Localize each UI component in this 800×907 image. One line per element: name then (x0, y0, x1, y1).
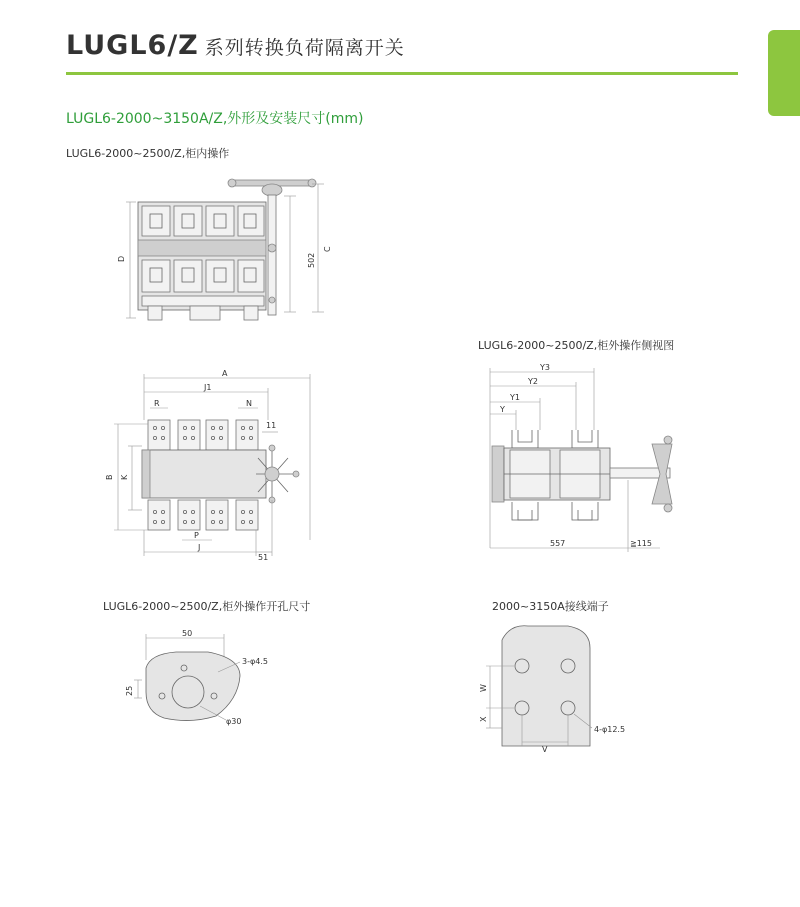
fig-inner-operation (117, 179, 332, 320)
dim-k: K (120, 474, 129, 480)
page-title: LUGL6/Z (66, 30, 199, 61)
dim-557: 557 (550, 539, 566, 548)
section-title: LUGL6-2000~3150A/Z,外形及安装尺寸(mm) (66, 111, 364, 127)
dim-50: 50 (182, 629, 193, 638)
caption-outer-cutout: LUGL6-2000~2500/Z,柜外操作开孔尺寸 (103, 600, 311, 613)
dim-p: P (194, 531, 199, 540)
dim-x: X (479, 716, 488, 722)
dim-c: C (323, 246, 332, 252)
terminal-plate (502, 626, 590, 746)
dim-j1: J1 (204, 383, 212, 392)
top-body (142, 450, 266, 498)
dim-115: ≧115 (630, 539, 652, 548)
dim-j: J (198, 543, 201, 552)
dim-y3: Y3 (540, 363, 550, 372)
dim-d: D (117, 255, 126, 262)
dim-r: R (154, 399, 160, 408)
caption-outer-side-view: LUGL6-2000~2500/Z,柜外操作侧视图 (478, 339, 675, 352)
caption-inner-operation: LUGL6-2000~2500/Z,柜内操作 (66, 147, 230, 160)
dim-4-phi125: 4-φ12.5 (594, 725, 626, 734)
dim-3-phi45: 3-φ4.5 (242, 657, 268, 666)
upper-terminals (148, 420, 258, 450)
fig-terminal (479, 626, 625, 754)
dim-a: A (222, 369, 228, 378)
dim-11: 11 (266, 421, 277, 430)
dim-phi30: φ30 (226, 717, 242, 726)
dim-w: W (479, 684, 488, 692)
lower-terminals (148, 500, 258, 530)
dim-y2: Y2 (528, 377, 538, 386)
dim-v: V (542, 745, 548, 754)
dim-b: B (105, 474, 114, 480)
fig-side-view (490, 363, 672, 552)
dim-25: 25 (125, 685, 134, 696)
dim-51: 51 (258, 553, 269, 562)
dim-y: Y (500, 405, 505, 414)
page-subtitle: 系列转换负荷隔离开关 (204, 37, 405, 59)
dim-n: N (246, 399, 252, 408)
fig-top-view (105, 369, 310, 562)
cutout-plate (146, 652, 240, 721)
dim-502: 502 (307, 252, 316, 268)
fig-cutout (125, 629, 268, 726)
dim-y1: Y1 (510, 393, 520, 402)
caption-terminal: 2000~3150A接线端子 (492, 600, 609, 613)
